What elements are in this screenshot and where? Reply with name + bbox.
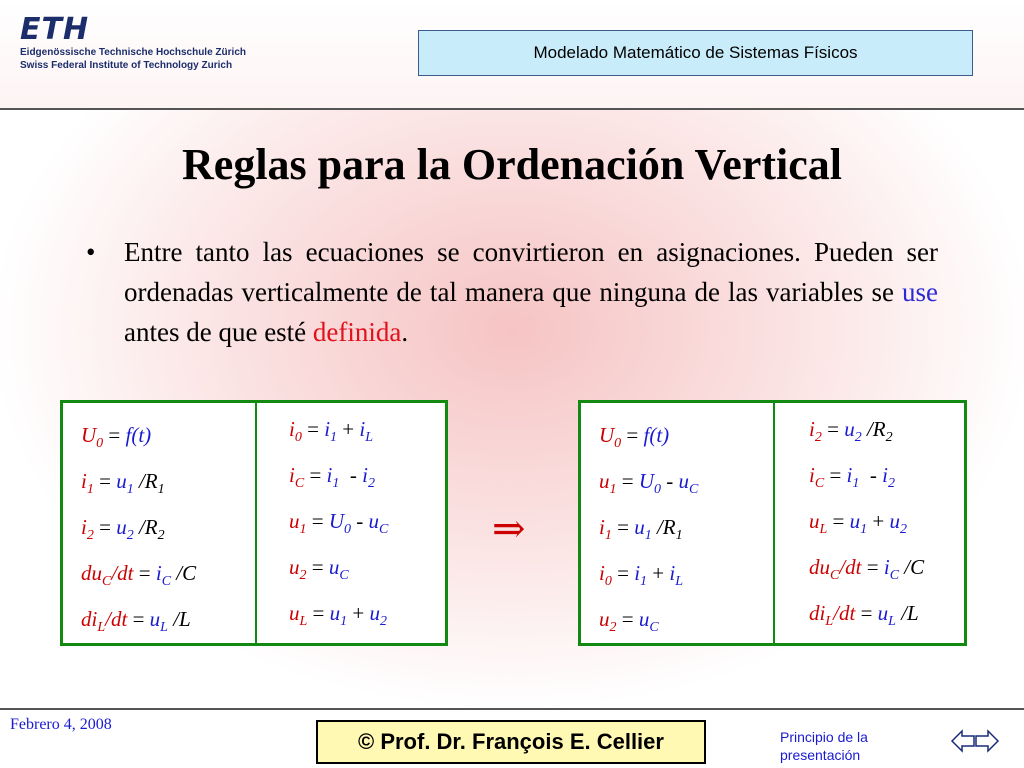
equation: $i_1 = u_1$ $/R_1$ [599,515,683,544]
equation: $u_1 = U_0 - u_C$ [289,509,389,538]
author-credit: © Prof. Dr. François E. Cellier [316,720,706,764]
equation: $i_C = i_1 - i_2$ [809,463,895,492]
equation: $U_0 = f(t)$ [81,423,152,452]
eth-logo [20,14,260,72]
equation: $u_2 = u_C$ [289,555,349,584]
equation: $u_L = u_1 + u_2$ [809,509,907,538]
equation: $u_2 = u_C$ [599,607,659,636]
bullet-text-part2: antes de que esté [124,317,313,347]
start-of-presentation-link[interactable]: Principio de la presentación [780,729,868,763]
bullet-text-part1: Entre tanto las ecuaciones se convirtieron en asignaciones. Pueden ser ordenadas verticalmente de tal manera que ninguna de las variables se [124,237,938,307]
previous-slide-arrow-icon[interactable] [952,731,974,751]
eth-logo-mark: ETH [20,12,90,47]
bullet-marker: • [86,237,96,267]
equation: $i_1 = u_1$ $/R_1$ [81,469,165,498]
equation: $i_2 = u_2$ $/R_2$ [809,417,893,446]
eth-logo-line-english: Swiss Federal Institute of Technology Zurich [20,60,233,71]
equation-box-sorted [578,400,967,646]
navigation-arrows [950,728,1000,754]
next-slide-arrow-icon[interactable] [976,731,998,751]
bullet-paragraph [86,232,938,352]
header-divider [0,108,1024,110]
bullet-text-end: . [401,317,409,347]
equation-box-divider [255,403,257,643]
equation: $u_L = u_1 + u_2$ [289,601,387,630]
equation-box-divider [773,403,775,643]
equation-box-unsorted [60,400,448,646]
footer-divider [0,708,1024,710]
bullet-body [124,232,938,352]
equation: $di_L/dt = u_L$ /L [81,607,191,636]
equation: $du_C/dt = i_C$ /C [81,561,197,590]
equation: $i_0 = i_1 + i_L$ [289,417,374,446]
equation: $i_0 = i_1 + i_L$ [599,561,684,590]
implies-arrow: ⇒ [492,506,526,552]
slide-title: Reglas para la Ordenación Vertical [182,140,842,189]
equation: $i_2 = u_2$ $/R_2$ [81,515,165,544]
eth-logo-line-german: Eidgenössische Technische Hochschule Zürich [20,47,246,58]
equation: $i_C = i_1 - i_2$ [289,463,375,492]
slide-date: Febrero 4, 2008 [10,716,112,733]
equation: $u_1 = U_0 - u_C$ [599,469,699,498]
equation: $di_L/dt = u_L$ /L [809,601,919,630]
equation: $U_0 = f(t)$ [599,423,670,452]
keyword-defined: definida [312,317,402,347]
course-title: Modelado Matemático de Sistemas Físicos [418,30,973,76]
equation: $du_C/dt = i_C$ /C [809,555,925,584]
keyword-use: use [902,277,938,307]
nav-arrows-icon [950,728,1000,754]
